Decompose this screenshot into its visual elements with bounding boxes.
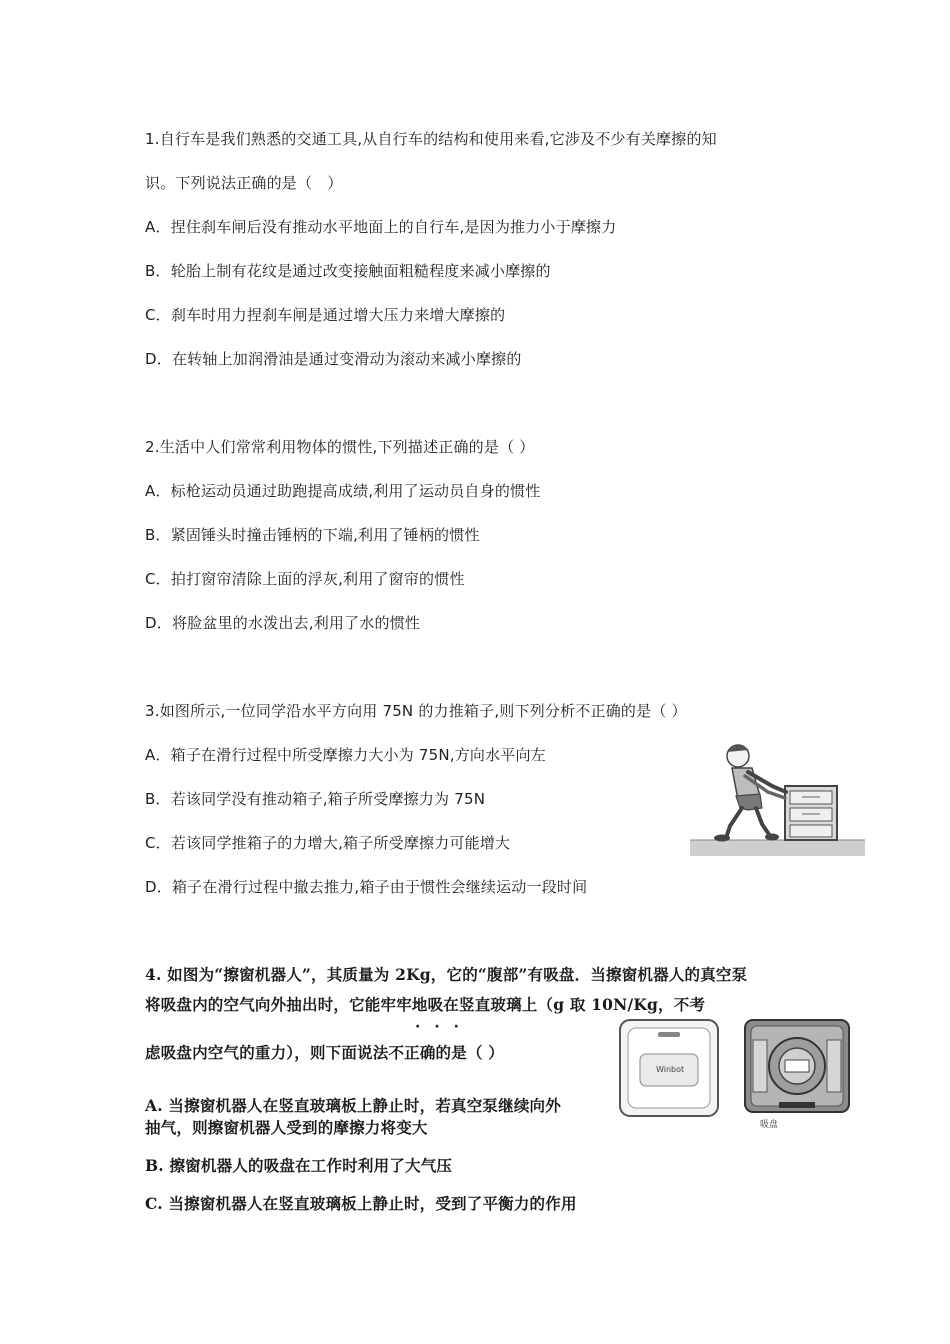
q1-stem-line2: 识。下列说法正确的是（ ） <box>145 174 343 192</box>
q4-option-b: B. 擦窗机器人的吸盘在工作时利用了大气压 <box>145 1156 453 1175</box>
q2-stem: 2.生活中人们常常利用物体的惯性,下列描述正确的是（ ） <box>145 438 535 456</box>
q3-option-c: C．若该同学推箱子的力增大,箱子所受摩擦力可能增大 <box>145 834 511 852</box>
q4-stem-line3: 虑吸盘内空气的重力），则下面说法不正确的是（ ） <box>145 1043 504 1062</box>
q3-option-b: B．若该同学没有推动箱子,箱子所受摩擦力为 75N <box>145 790 486 808</box>
q3-option-d: D．箱子在滑行过程中撤去推力,箱子由于惯性会继续运动一段时间 <box>145 878 588 896</box>
robot-logo: Winbot <box>656 1065 685 1074</box>
q1-option-c: C．刹车时用力捏刹车闸是通过增大压力来增大摩擦的 <box>145 306 506 324</box>
q4-option-a-line1: A. 当擦窗机器人在竖直玻璃板上静止时，若真空泵继续向外 <box>145 1096 561 1115</box>
q4-option-a-line2: 抽气，则擦窗机器人受到的摩擦力将变大 <box>145 1118 428 1137</box>
q2-option-d: D．将脸盆里的水泼出去,利用了水的惯性 <box>145 614 421 632</box>
boy-pushing-box-figure <box>690 738 865 860</box>
q1-stem-line1: 1.自行车是我们熟悉的交通工具,从自行车的结构和使用来看,它涉及不少有关摩擦的知 <box>145 130 717 148</box>
q2-option-c: C．拍打窗帘清除上面的浮灰,利用了窗帘的惯性 <box>145 570 465 588</box>
q4-option-c: C. 当擦窗机器人在竖直玻璃板上静止时，受到了平衡力的作用 <box>145 1194 577 1213</box>
q2-option-a: A．标枪运动员通过助跑提高成绩,利用了运动员自身的惯性 <box>145 482 541 500</box>
window-robot-underside-figure <box>743 1018 851 1114</box>
q1-option-b: B．轮胎上制有花纹是通过改变接触面粗糙程度来减小摩擦的 <box>145 262 551 280</box>
q4-stem-line1: 4. 如图为“擦窗机器人”，其质量为 2Kg，它的“腹部”有吸盘．当擦窗机器人的真空泵 <box>145 965 748 984</box>
q2-option-b: B．紧固锤头时撞击锤柄的下端,利用了锤柄的惯性 <box>145 526 480 544</box>
q1-option-d: D．在转轴上加润滑油是通过变滑动为滚动来减小摩擦的 <box>145 350 522 368</box>
suction-cup-caption: 吸盘 <box>760 1120 779 1130</box>
q4-stem-line2: 将吸盘内的空气向外抽出时，它能牢牢地吸在竖直玻璃上（g 取 10N/Kg，不考 <box>145 995 706 1014</box>
q1-option-a: A．捏住刹车闸后没有推动水平地面上的自行车,是因为推力小于摩擦力 <box>145 218 617 236</box>
q3-option-a: A．箱子在滑行过程中所受摩擦力大小为 75N,方向水平向左 <box>145 746 546 764</box>
q3-stem: 3.如图所示,一位同学沿水平方向用 75N 的力推箱子,则下列分析不正确的是（ ） <box>145 702 687 720</box>
emphasis-dots: ··· <box>415 1019 473 1035</box>
